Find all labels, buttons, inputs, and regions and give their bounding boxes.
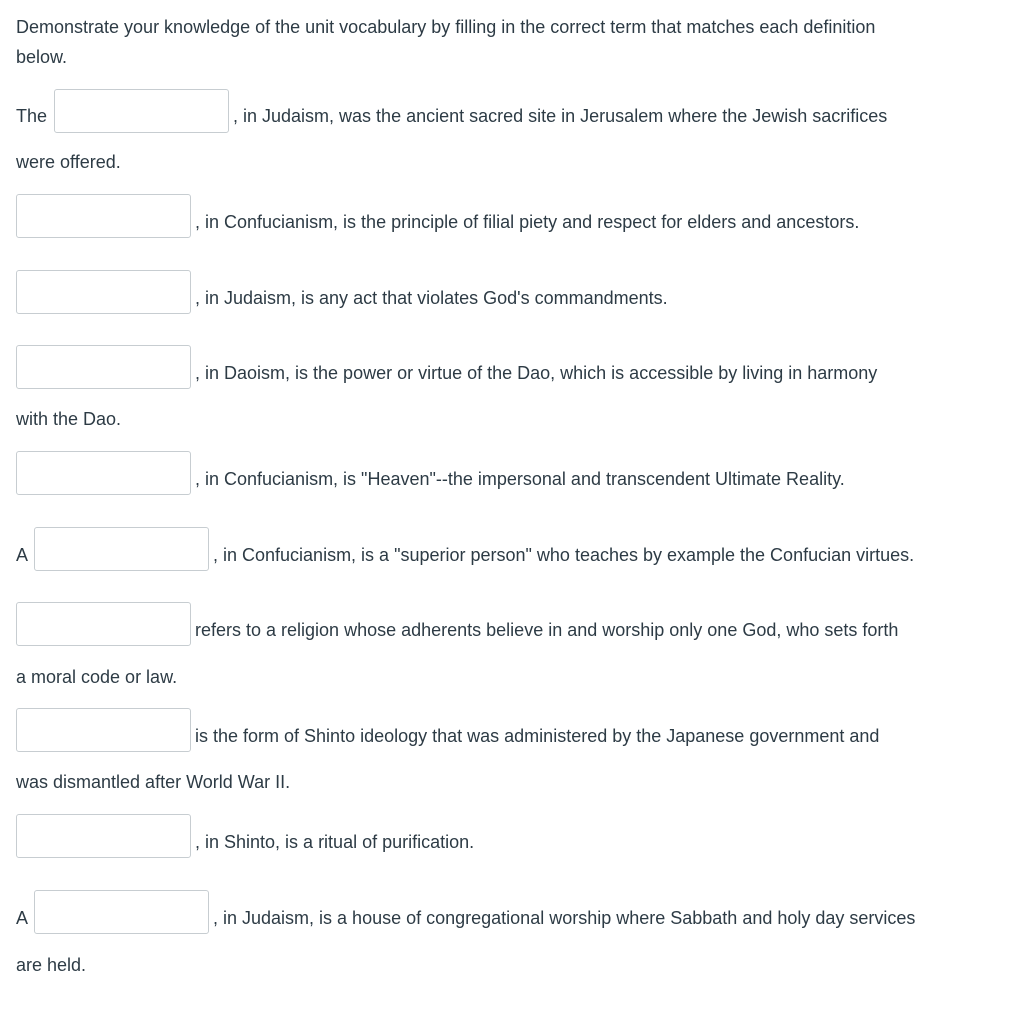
question-1-definition-continued: were offered. — [16, 152, 121, 172]
question-3-definition: , in Judaism, is any act that violates God's commandments. — [195, 288, 668, 308]
question-8-definition-continued: was dismantled after World War II. — [16, 772, 291, 792]
question-1-prefix: The — [16, 106, 48, 126]
question-7-definition-continued: a moral code or law. — [16, 667, 178, 687]
instructions-line-2: below. — [16, 47, 68, 67]
question-3-answer-input[interactable] — [16, 270, 191, 314]
question-10-prefix: A — [16, 908, 29, 928]
question-6-answer-input[interactable] — [34, 527, 209, 571]
question-1-answer-input[interactable] — [54, 89, 229, 133]
question-9-answer-input[interactable] — [16, 814, 191, 858]
question-8-answer-input[interactable] — [16, 708, 191, 752]
question-8-definition: is the form of Shinto ideology that was administered by the Japanese government and — [195, 726, 880, 746]
question-10-definition: , in Judaism, is a house of congregational worship where Sabbath and holy day services — [213, 908, 916, 928]
question-10-definition-continued: are held. — [16, 955, 87, 975]
question-5-definition: , in Confucianism, is "Heaven"--the impersonal and transcendent Ultimate Reality. — [195, 469, 845, 489]
question-2-definition: , in Confucianism, is the principle of filial piety and respect for elders and ancestors. — [195, 212, 860, 232]
question-2-answer-input[interactable] — [16, 194, 191, 238]
question-7-definition: refers to a religion whose adherents believe in and worship only one God, who sets forth — [195, 620, 899, 640]
question-7-answer-input[interactable] — [16, 602, 191, 646]
question-9-definition: , in Shinto, is a ritual of purification. — [195, 832, 475, 852]
question-4-answer-input[interactable] — [16, 345, 191, 389]
question-4-definition: , in Daoism, is the power or virtue of the Dao, which is accessible by living in harmony — [195, 363, 878, 383]
question-6-prefix: A — [16, 545, 29, 565]
question-5-answer-input[interactable] — [16, 451, 191, 495]
question-6-definition: , in Confucianism, is a "superior person" who teaches by example the Confucian virtues. — [213, 545, 915, 565]
question-10-answer-input[interactable] — [34, 890, 209, 934]
instructions-line-1: Demonstrate your knowledge of the unit vocabulary by filling in the correct term that matches each definition — [16, 17, 876, 37]
question-1-definition: , in Judaism, was the ancient sacred site in Jerusalem where the Jewish sacrifices — [233, 106, 888, 126]
question-4-definition-continued: with the Dao. — [16, 409, 122, 429]
